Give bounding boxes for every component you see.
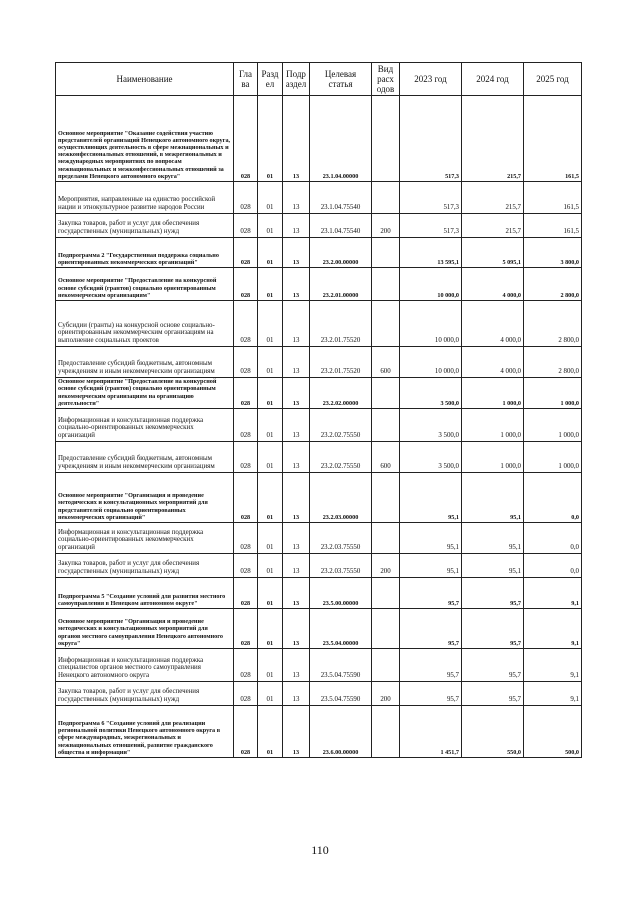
row-amount-2023: 95,1	[400, 554, 462, 578]
table-row	[56, 706, 582, 758]
row-podrazdel: 13	[283, 523, 310, 554]
row-amount-2024: 550,0	[462, 706, 524, 758]
row-name: Основное мероприятие "Предоставление на конкурсной основе субсидий (грантов) социально ориентированным некоммерческим организациям"	[56, 268, 234, 301]
row-podrazdel: 13	[283, 473, 310, 523]
row-amount-2023: 517,3	[400, 182, 462, 214]
row-podrazdel: 13	[283, 649, 310, 682]
header-glava-text: Гла ва	[238, 69, 252, 89]
row-expense-type	[372, 609, 400, 649]
row-razdel: 01	[258, 609, 283, 649]
row-target-article: 23.1.04.00000	[310, 96, 372, 182]
row-razdel: 01	[258, 649, 283, 682]
row-amount-2025: 1 000,0	[524, 409, 582, 442]
row-glava: 028	[234, 378, 258, 409]
row-target-article: 23.1.04.75540	[310, 182, 372, 214]
header-year-2024: 2024 год	[462, 63, 524, 96]
row-glava: 028	[234, 523, 258, 554]
row-glava: 028	[234, 182, 258, 214]
table-row	[56, 473, 582, 523]
row-razdel: 01	[258, 182, 283, 214]
row-amount-2023: 95,1	[400, 523, 462, 554]
row-razdel: 01	[258, 409, 283, 442]
row-amount-2025: 3 800,0	[524, 238, 582, 268]
row-amount-2023: 3 500,0	[400, 378, 462, 409]
row-amount-2023: 10 000,0	[400, 347, 462, 378]
row-razdel: 01	[258, 214, 283, 238]
row-amount-2024: 95,7	[462, 578, 524, 609]
row-expense-type	[372, 409, 400, 442]
header-expense-type-text: Вид расх одов	[376, 64, 395, 94]
header-podrazdel-text: Подр аздел	[285, 69, 307, 89]
row-amount-2025: 9,1	[524, 682, 582, 706]
row-amount-2025: 2 800,0	[524, 347, 582, 378]
row-podrazdel: 13	[283, 682, 310, 706]
budget-table	[55, 62, 582, 758]
row-expense-type: 600	[372, 442, 400, 473]
table-row	[56, 182, 582, 214]
row-target-article: 23.6.00.00000	[310, 706, 372, 758]
row-razdel: 01	[258, 301, 283, 347]
row-amount-2023: 10 000,0	[400, 301, 462, 347]
row-expense-type	[372, 706, 400, 758]
row-name: Информационная и консультационная поддержка специалистов органов местного самоуправления Ненецкого автономного округа	[56, 649, 234, 682]
row-amount-2023: 95,7	[400, 682, 462, 706]
table-row	[56, 378, 582, 409]
header-glava	[234, 63, 258, 96]
row-amount-2025: 161,5	[524, 214, 582, 238]
row-razdel: 01	[258, 578, 283, 609]
row-target-article: 23.2.01.75520	[310, 347, 372, 378]
row-glava: 028	[234, 706, 258, 758]
table-row	[56, 214, 582, 238]
row-amount-2024: 95,7	[462, 609, 524, 649]
row-name: Информационная и консультационная поддержка социально-ориентированных некоммерческих организаций	[56, 523, 234, 554]
row-name: Закупка товаров, работ и услуг для обеспечения государственных (муниципальных) нужд	[56, 554, 234, 578]
row-amount-2025: 1 000,0	[524, 378, 582, 409]
row-amount-2024: 5 095,1	[462, 238, 524, 268]
row-razdel: 01	[258, 706, 283, 758]
table-row	[56, 96, 582, 182]
row-glava: 028	[234, 682, 258, 706]
header-name: Наименование	[56, 63, 234, 96]
row-razdel: 01	[258, 523, 283, 554]
header-target-article	[310, 63, 372, 96]
row-expense-type	[372, 182, 400, 214]
row-expense-type: 200	[372, 554, 400, 578]
row-podrazdel: 13	[283, 578, 310, 609]
row-podrazdel: 13	[283, 182, 310, 214]
row-expense-type	[372, 578, 400, 609]
row-name: Основное мероприятие "Организация и проведение методических и консультационных мероприятий для органов местного самоуправления Ненецкого автономного округа"	[56, 609, 234, 649]
row-name: Подпрограмма 6 "Создание условий для реализации региональной политики Ненецкого автономного округа в сфере международных, межрегиональных и межнациональных отношений, развитие гражданского общества и информации"	[56, 706, 234, 758]
row-target-article: 23.2.03.75550	[310, 523, 372, 554]
row-name: Информационная и консультационная поддержка социально-ориентированных некоммерческих организаций	[56, 409, 234, 442]
row-amount-2023: 1 451,7	[400, 706, 462, 758]
row-amount-2025: 0,0	[524, 523, 582, 554]
row-razdel: 01	[258, 473, 283, 523]
row-expense-type: 600	[372, 347, 400, 378]
row-amount-2024: 95,7	[462, 682, 524, 706]
row-glava: 028	[234, 442, 258, 473]
row-podrazdel: 13	[283, 554, 310, 578]
row-target-article: 23.2.00.00000	[310, 238, 372, 268]
row-expense-type: 200	[372, 214, 400, 238]
row-podrazdel: 13	[283, 347, 310, 378]
row-podrazdel: 13	[283, 268, 310, 301]
table-row	[56, 442, 582, 473]
row-glava: 028	[234, 649, 258, 682]
row-amount-2025: 9,1	[524, 649, 582, 682]
row-expense-type: 200	[372, 682, 400, 706]
row-razdel: 01	[258, 238, 283, 268]
row-glava: 028	[234, 609, 258, 649]
row-amount-2024: 95,1	[462, 523, 524, 554]
row-glava: 028	[234, 238, 258, 268]
row-target-article: 23.1.04.75540	[310, 214, 372, 238]
table-row	[56, 347, 582, 378]
row-name: Закупка товаров, работ и услуг для обеспечения государственных (муниципальных) нужд	[56, 214, 234, 238]
header-year-2023: 2023 год	[400, 63, 462, 96]
row-target-article: 23.5.04.75590	[310, 649, 372, 682]
row-amount-2024: 215,7	[462, 214, 524, 238]
row-amount-2024: 215,7	[462, 96, 524, 182]
header-target-article-text: Целевая статья	[324, 69, 357, 89]
row-expense-type	[372, 473, 400, 523]
row-razdel: 01	[258, 268, 283, 301]
row-name: Основное мероприятие "Оказание содействия участию представителей организаций Ненецкого автономного округа, осуществляющих деятельность в сфере межнациональных и межконфессиональных отношений, в межрегиональных и международных мероприятиях по вопросам межнациональных и межконфессиональных отношений за пределами Ненецкого автономного округа"	[56, 96, 234, 182]
row-glava: 028	[234, 473, 258, 523]
row-name: Основное мероприятие "Предоставление на конкурсной основе субсидий (грантов) социально ориентированным некоммерческим организациям на организацию деятельности"	[56, 378, 234, 409]
row-glava: 028	[234, 268, 258, 301]
row-target-article: 23.5.00.00000	[310, 578, 372, 609]
row-amount-2025: 0,0	[524, 554, 582, 578]
budget-table-container	[55, 62, 581, 758]
row-podrazdel: 13	[283, 609, 310, 649]
table-row	[56, 682, 582, 706]
row-expense-type	[372, 301, 400, 347]
table-body	[56, 96, 582, 758]
row-target-article: 23.2.03.75550	[310, 554, 372, 578]
row-podrazdel: 13	[283, 442, 310, 473]
row-podrazdel: 13	[283, 706, 310, 758]
row-glava: 028	[234, 347, 258, 378]
row-amount-2025: 2 800,0	[524, 268, 582, 301]
row-razdel: 01	[258, 378, 283, 409]
row-podrazdel: 13	[283, 378, 310, 409]
row-name: Субсидии (гранты) на конкурсной основе социально-ориентированным некоммерческим организациям на выполнение социальных проектов	[56, 301, 234, 347]
row-amount-2025: 161,5	[524, 96, 582, 182]
row-amount-2024: 95,7	[462, 649, 524, 682]
row-amount-2024: 215,7	[462, 182, 524, 214]
row-amount-2025: 2 800,0	[524, 301, 582, 347]
row-expense-type	[372, 378, 400, 409]
row-name: Мероприятия, направленные на единство российской нации и этнокультурное развитие народов России	[56, 182, 234, 214]
table-row	[56, 409, 582, 442]
row-amount-2023: 3 500,0	[400, 442, 462, 473]
row-podrazdel: 13	[283, 214, 310, 238]
row-target-article: 23.2.02.00000	[310, 378, 372, 409]
header-razdel-text: Разд ел	[261, 69, 279, 89]
row-target-article: 23.2.02.75550	[310, 409, 372, 442]
row-expense-type	[372, 96, 400, 182]
row-podrazdel: 13	[283, 96, 310, 182]
table-row	[56, 268, 582, 301]
table-row	[56, 523, 582, 554]
row-amount-2023: 95,7	[400, 578, 462, 609]
row-amount-2025: 0,0	[524, 473, 582, 523]
row-name: Предоставление субсидий бюджетным, автономным учреждениям и иным некоммерческим организациям	[56, 442, 234, 473]
table-row	[56, 649, 582, 682]
row-razdel: 01	[258, 347, 283, 378]
row-amount-2024: 4 000,0	[462, 268, 524, 301]
row-expense-type	[372, 649, 400, 682]
row-amount-2024: 1 000,0	[462, 409, 524, 442]
row-target-article: 23.2.02.75550	[310, 442, 372, 473]
row-podrazdel: 13	[283, 409, 310, 442]
row-podrazdel: 13	[283, 238, 310, 268]
row-target-article: 23.5.04.00000	[310, 609, 372, 649]
header-podrazdel	[283, 63, 310, 96]
table-row	[56, 238, 582, 268]
row-amount-2025: 1 000,0	[524, 442, 582, 473]
row-glava: 028	[234, 554, 258, 578]
row-amount-2023: 95,7	[400, 649, 462, 682]
row-amount-2023: 95,1	[400, 473, 462, 523]
row-expense-type	[372, 238, 400, 268]
table-row	[56, 301, 582, 347]
row-name: Подпрограмма 5 "Создание условий для развития местного самоуправления в Ненецком автономном округе"	[56, 578, 234, 609]
header-razdel	[258, 63, 283, 96]
row-amount-2025: 161,5	[524, 182, 582, 214]
row-amount-2023: 517,3	[400, 214, 462, 238]
row-amount-2024: 95,1	[462, 473, 524, 523]
row-razdel: 01	[258, 682, 283, 706]
table-header-row	[56, 63, 582, 96]
row-amount-2024: 4 000,0	[462, 301, 524, 347]
row-amount-2024: 1 000,0	[462, 378, 524, 409]
row-target-article: 23.2.03.00000	[310, 473, 372, 523]
row-glava: 028	[234, 578, 258, 609]
row-amount-2023: 3 500,0	[400, 409, 462, 442]
row-glava: 028	[234, 409, 258, 442]
table-row	[56, 554, 582, 578]
row-amount-2023: 95,7	[400, 609, 462, 649]
row-amount-2025: 9,1	[524, 609, 582, 649]
row-expense-type	[372, 523, 400, 554]
row-target-article: 23.2.01.00000	[310, 268, 372, 301]
row-amount-2025: 9,1	[524, 578, 582, 609]
row-razdel: 01	[258, 442, 283, 473]
row-amount-2024: 95,1	[462, 554, 524, 578]
row-glava: 028	[234, 214, 258, 238]
row-amount-2025: 500,0	[524, 706, 582, 758]
row-expense-type	[372, 268, 400, 301]
row-target-article: 23.2.01.75520	[310, 301, 372, 347]
row-name: Подпрограмма 2 "Государственная поддержка социально ориентированных некоммерческих организаций"	[56, 238, 234, 268]
table-row	[56, 609, 582, 649]
header-expense-type	[372, 63, 400, 96]
row-name: Основное мероприятие "Организация и проведение методических и консультационных мероприятий для представителей социально ориентированных некоммерческих организаций"	[56, 473, 234, 523]
page-number: 110	[311, 843, 329, 857]
row-razdel: 01	[258, 96, 283, 182]
row-glava: 028	[234, 96, 258, 182]
row-amount-2023: 13 595,1	[400, 238, 462, 268]
row-target-article: 23.5.04.75590	[310, 682, 372, 706]
row-amount-2024: 4 000,0	[462, 347, 524, 378]
row-razdel: 01	[258, 554, 283, 578]
row-name: Закупка товаров, работ и услуг для обеспечения государственных (муниципальных) нужд	[56, 682, 234, 706]
row-name: Предоставление субсидий бюджетным, автономным учреждениям и иным некоммерческим организациям	[56, 347, 234, 378]
header-year-2025: 2025 год	[524, 63, 582, 96]
row-amount-2023: 10 000,0	[400, 268, 462, 301]
row-amount-2024: 1 000,0	[462, 442, 524, 473]
row-glava: 028	[234, 301, 258, 347]
row-amount-2023: 517,3	[400, 96, 462, 182]
row-podrazdel: 13	[283, 301, 310, 347]
table-row	[56, 578, 582, 609]
